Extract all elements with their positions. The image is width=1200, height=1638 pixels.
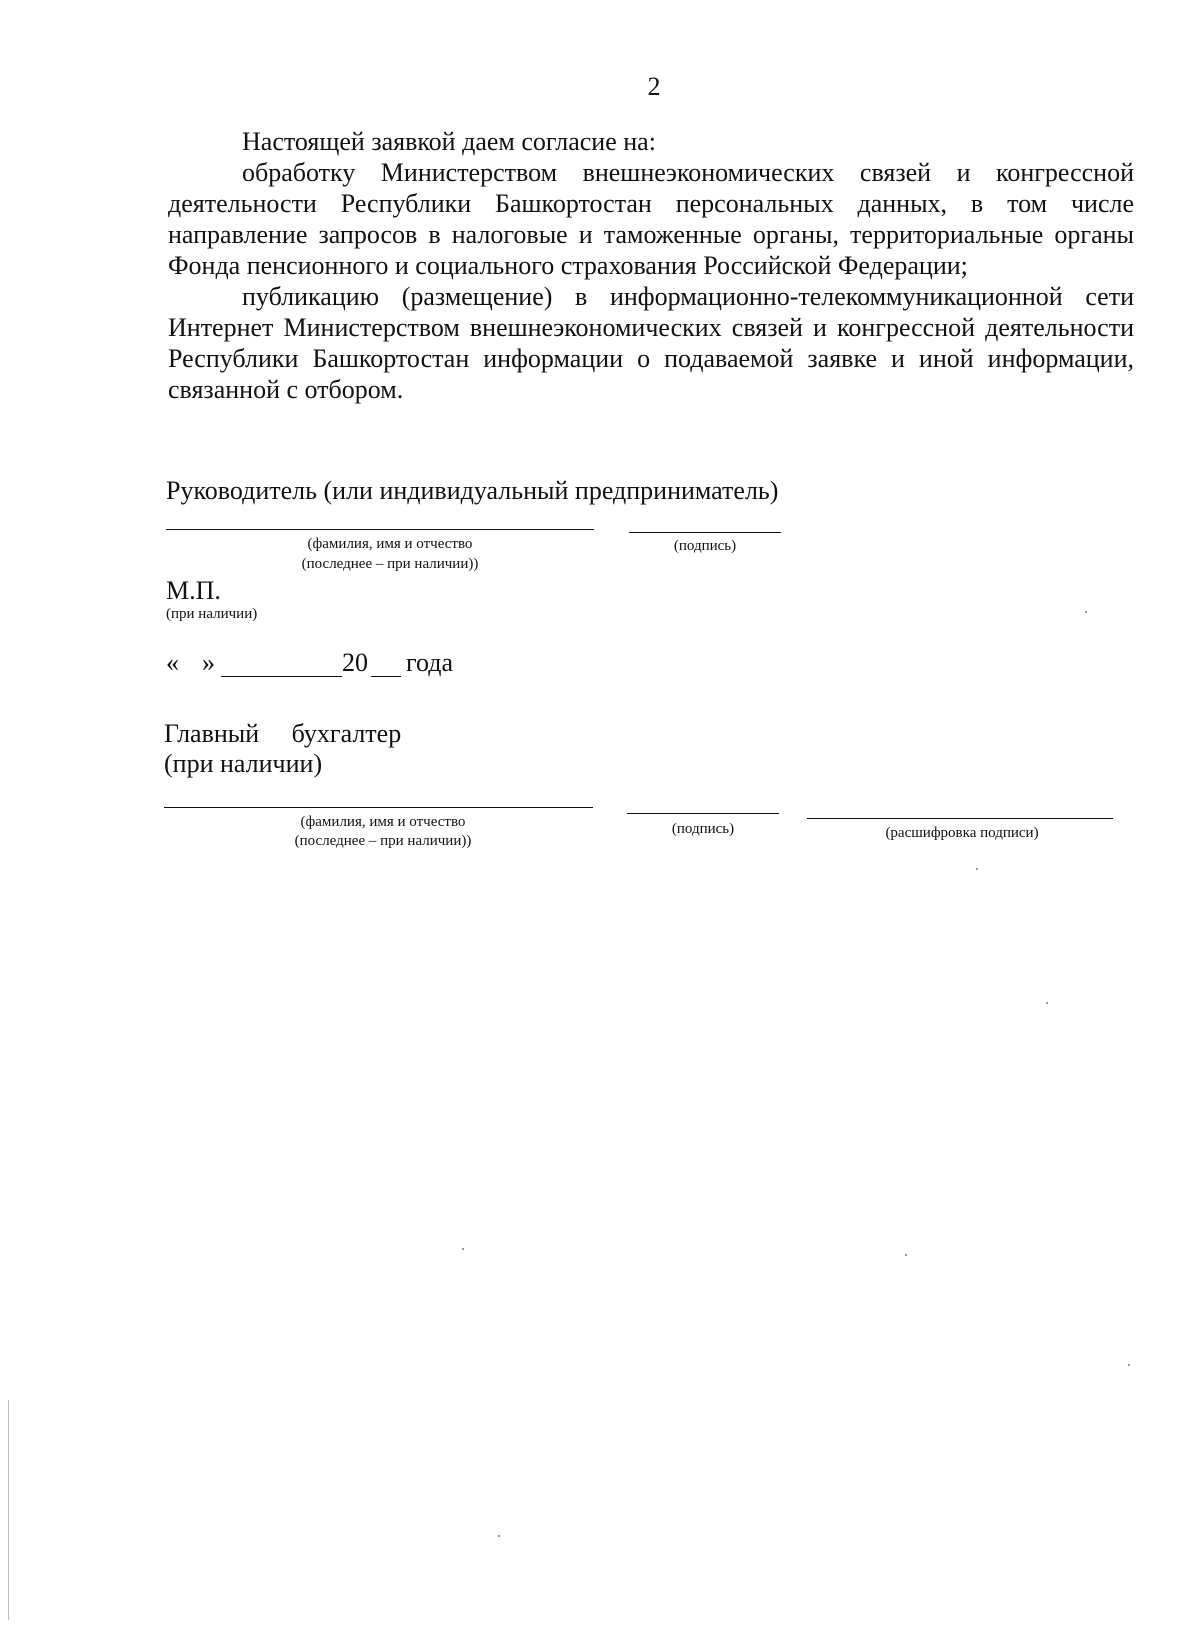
- head-signature-line: [629, 532, 781, 533]
- head-signature-caption: (подпись): [673, 538, 737, 554]
- accountant-decoding-caption: (расшифровка подписи): [885, 825, 1039, 841]
- accountant-name-line: [164, 807, 593, 808]
- consent-item-processing: обработку Министерством внешнеэкономических связей и конгрессной деятельности Республики Башкортостан персональных данных, в том числе направление запросов в налоговые и таможенные органы, территориальные органы Фонда пенсионного и социального страхования Российской Федерации;: [168, 158, 1134, 280]
- scan-speck: [905, 1254, 907, 1256]
- accountant-decoding-line: [807, 818, 1113, 819]
- accountant-title: Главный бухгалтер: [164, 719, 402, 748]
- stamp-label: М.П.: [166, 576, 221, 605]
- accountant-title-note: (при наличии): [164, 749, 323, 778]
- accountant-signature-line: [627, 813, 779, 814]
- scan-speck: [462, 1248, 464, 1250]
- scan-speck: [1046, 1002, 1048, 1004]
- scan-speck: [976, 868, 978, 870]
- date-year-line: [371, 676, 401, 677]
- scan-speck: [1085, 611, 1087, 613]
- consent-item-publication: публикацию (размещение) в информационно-телекоммуникационной сети Интернет Министерством внешнеэкономических связей и конгрессной деятельности Республики Башкортостан информации о подаваемой заявке и иной информации, связанной с отбором.: [168, 282, 1134, 404]
- date-suffix: года: [406, 648, 454, 677]
- consent-block: [168, 126, 1134, 405]
- head-signature-title: Руководитель (или индивидуальный предприниматель): [166, 476, 779, 505]
- date-month-line: [221, 676, 342, 677]
- accountant-name-caption-2: (последнее – при наличии)): [294, 833, 472, 849]
- accountant-signature-caption: (подпись): [671, 821, 735, 837]
- scan-speck: [498, 1535, 500, 1537]
- date-open-quote: «: [166, 648, 179, 677]
- accountant-name-caption-1: (фамилия, имя и отчество: [300, 814, 466, 830]
- head-name-line: [166, 529, 594, 530]
- scan-edge-shadow: [8, 1400, 9, 1620]
- head-name-caption-2: (последнее – при наличии)): [301, 556, 479, 572]
- stamp-note: (при наличии): [166, 606, 258, 622]
- date-century: 20: [342, 648, 368, 677]
- scan-speck: [1128, 1364, 1130, 1366]
- consent-intro: Настоящей заявкой даем согласие на:: [242, 127, 656, 156]
- head-name-caption-1: (фамилия, имя и отчество: [307, 536, 473, 552]
- page-number: 2: [647, 72, 661, 101]
- date-close-quote: »: [202, 648, 215, 677]
